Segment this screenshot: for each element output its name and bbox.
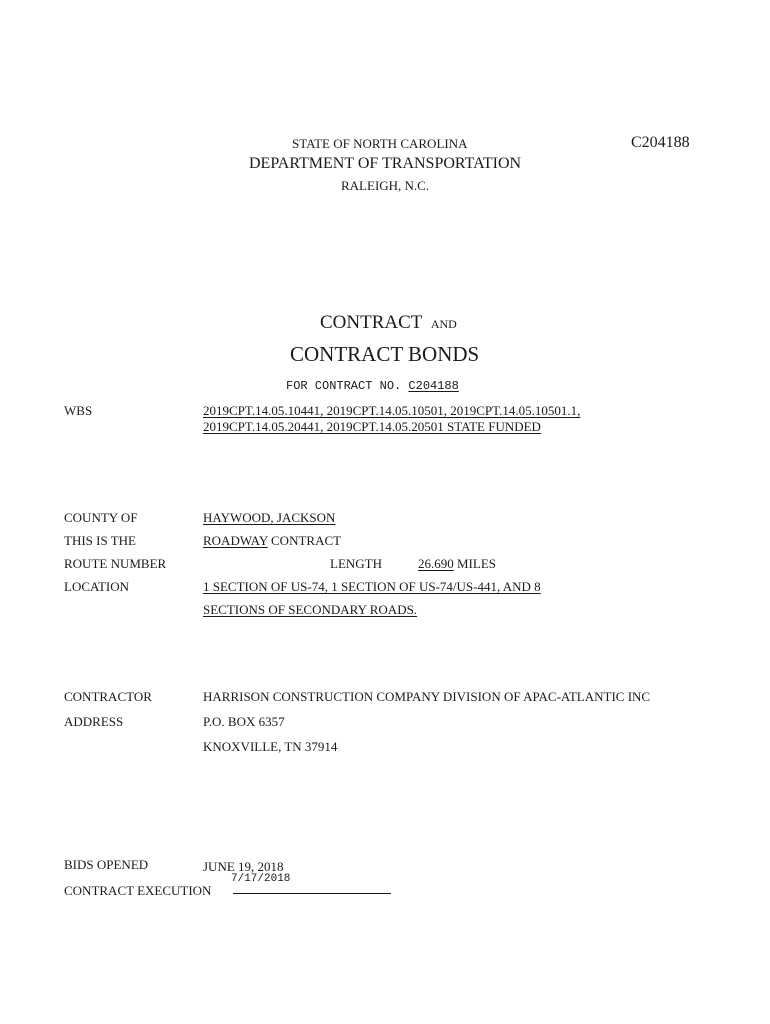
wbs-label: WBS — [64, 403, 93, 418]
location-label: LOCATION — [64, 579, 129, 594]
length-unit: MILES — [457, 556, 496, 571]
location-line-2: SECTIONS OF SECONDARY ROADS. — [203, 602, 418, 617]
bids-opened-value: JUNE 19, 2018 — [203, 859, 284, 874]
title-and-word: AND — [430, 317, 457, 331]
signature-line — [233, 893, 391, 894]
contractor-label: CONTRACTOR — [64, 689, 152, 704]
address-line-2: KNOXVILLE, TN 37914 — [203, 739, 338, 754]
contractor-name: HARRISON CONSTRUCTION COMPANY DIVISION OF APAC-ATLANTIC INC — [203, 689, 651, 704]
contract-type — [203, 533, 341, 549]
wbs-line-1: 2019CPT.14.05.10441, 2019CPT.14.05.10501, 2019CPT.14.05.10501.1, — [203, 403, 581, 418]
length-value: 26.690 — [418, 556, 454, 571]
city-heading: RALEIGH, N.C. — [341, 178, 430, 193]
length-value-group — [418, 556, 496, 572]
address-label: ADDRESS — [64, 714, 124, 729]
county-value: HAYWOOD, JACKSON — [203, 510, 336, 525]
wbs-line-2: 2019CPT.14.05.20441, 2019CPT.14.05.20501 STATE FUNDED — [203, 419, 541, 434]
route-number-label: ROUTE NUMBER — [64, 556, 167, 571]
contract-execution-value: 7/17/2018 — [231, 873, 291, 885]
length-label: LENGTH — [330, 556, 382, 571]
for-contract-label: FOR CONTRACT NO. — [286, 379, 402, 393]
contract-id-corner: C204188 — [631, 134, 690, 151]
contract-execution-label: CONTRACT EXECUTION — [64, 883, 212, 898]
for-contract-line — [286, 379, 459, 393]
title-contract — [320, 312, 457, 334]
address-line-1: P.O. BOX 6357 — [203, 714, 285, 729]
title-contract-word: CONTRACT — [320, 312, 423, 333]
county-label: COUNTY OF — [64, 510, 138, 525]
contract-type-word: CONTRACT — [271, 533, 342, 548]
bids-opened-label: BIDS OPENED — [64, 857, 149, 872]
department-heading: DEPARTMENT OF TRANSPORTATION — [249, 155, 522, 172]
location-line-1: 1 SECTION OF US-74, 1 SECTION OF US-74/US-441, AND 8 — [203, 579, 541, 594]
contract-type-value: ROADWAY — [203, 533, 268, 548]
title-contract-bonds: CONTRACT BONDS — [290, 342, 480, 366]
state-heading: STATE OF NORTH CAROLINA — [292, 136, 468, 151]
this-is-label: THIS IS THE — [64, 533, 136, 548]
for-contract-number: C204188 — [408, 379, 459, 393]
